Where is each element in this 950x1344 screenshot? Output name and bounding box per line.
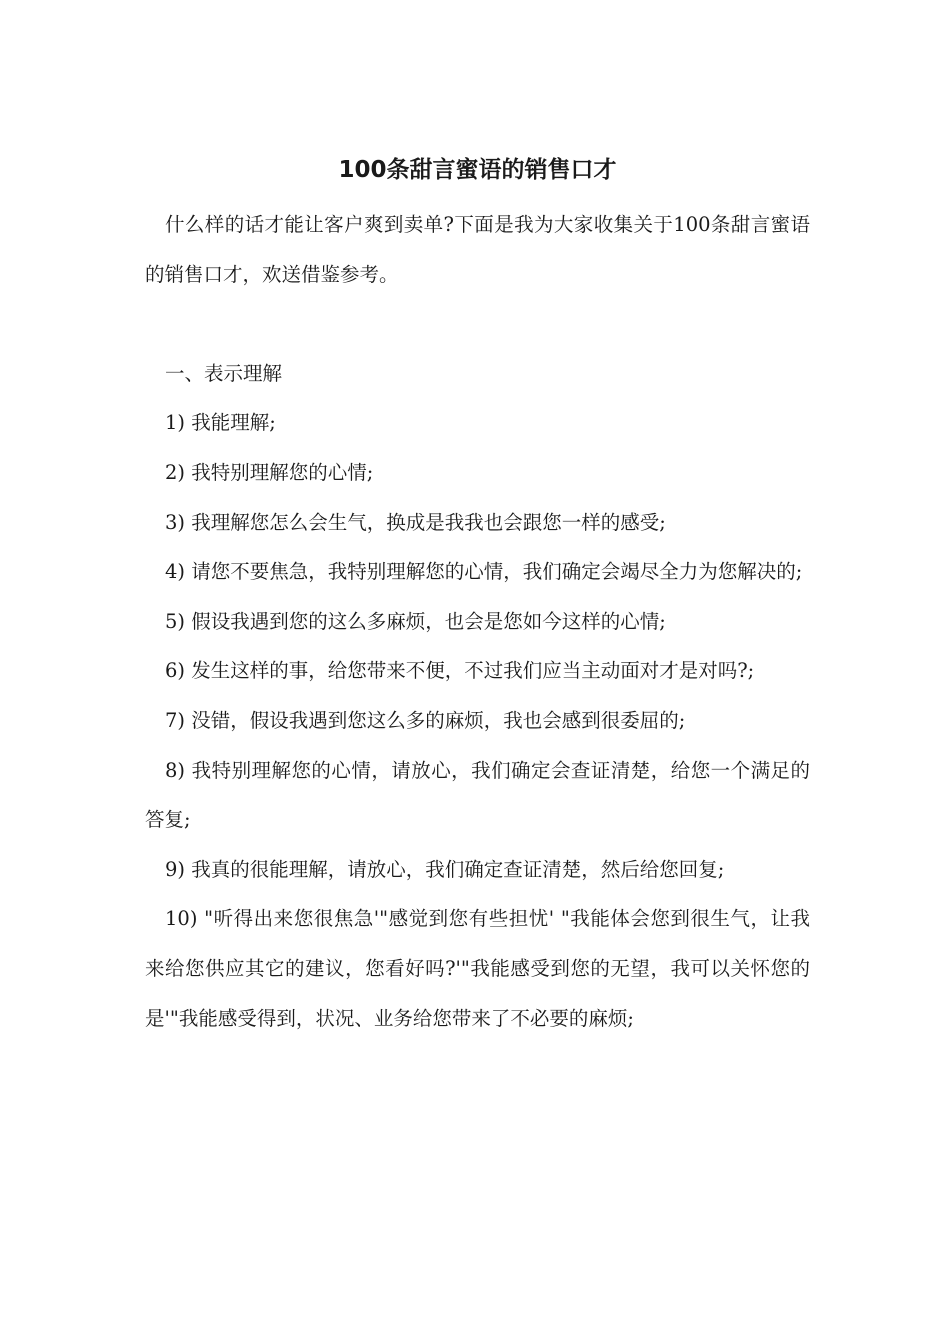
document-body <box>145 200 810 1043</box>
list-item: 8) 我特别理解您的心情，请放心，我们确定会查证清楚，给您一个满足的答复; <box>145 758 810 832</box>
list-item: 9) 我真的很能理解，请放心，我们确定查证清楚，然后给您回复; <box>165 857 725 881</box>
list-item: 5) 假设我遇到您的这么多麻烦，也会是您如今这样的心情; <box>165 609 666 633</box>
document-page <box>145 0 810 1344</box>
intro-paragraph: 什么样的话才能让客户爽到卖单?下面是我为大家收集关于100条甜言蜜语的销售口才，欢送借鉴参考。 <box>145 213 810 286</box>
list-item: 6) 发生这样的事，给您带来不便，不过我们应当主动面对才是对吗?; <box>165 659 755 683</box>
list-item: 10) "听得出来您很焦急'"感觉到您有些担忧' "我能体会您到很生气，让我来给您供应其它的建议，您看好吗?'"我能感受到您的无望，我可以关怀您的是'"我能感受得到，状况、业务给您带来了不必要的麻烦; <box>145 907 810 1030</box>
list-item: 7) 没错，假设我遇到您这么多的麻烦，我也会感到很委屈的; <box>165 708 686 732</box>
section-heading: 一、表示理解 <box>165 361 283 385</box>
list-item: 4) 请您不要焦急，我特别理解您的心情，我们确定会竭尽全力为您解决的; <box>165 560 803 584</box>
list-item: 2) 我特别理解您的心情; <box>165 460 374 484</box>
list-item: 3) 我理解您怎么会生气，换成是我我也会跟您一样的感受; <box>165 510 666 534</box>
list-item: 1) 我能理解; <box>165 411 276 435</box>
document-title: 100条甜言蜜语的销售口才 <box>338 157 617 183</box>
paragraph-spacer <box>145 299 810 349</box>
